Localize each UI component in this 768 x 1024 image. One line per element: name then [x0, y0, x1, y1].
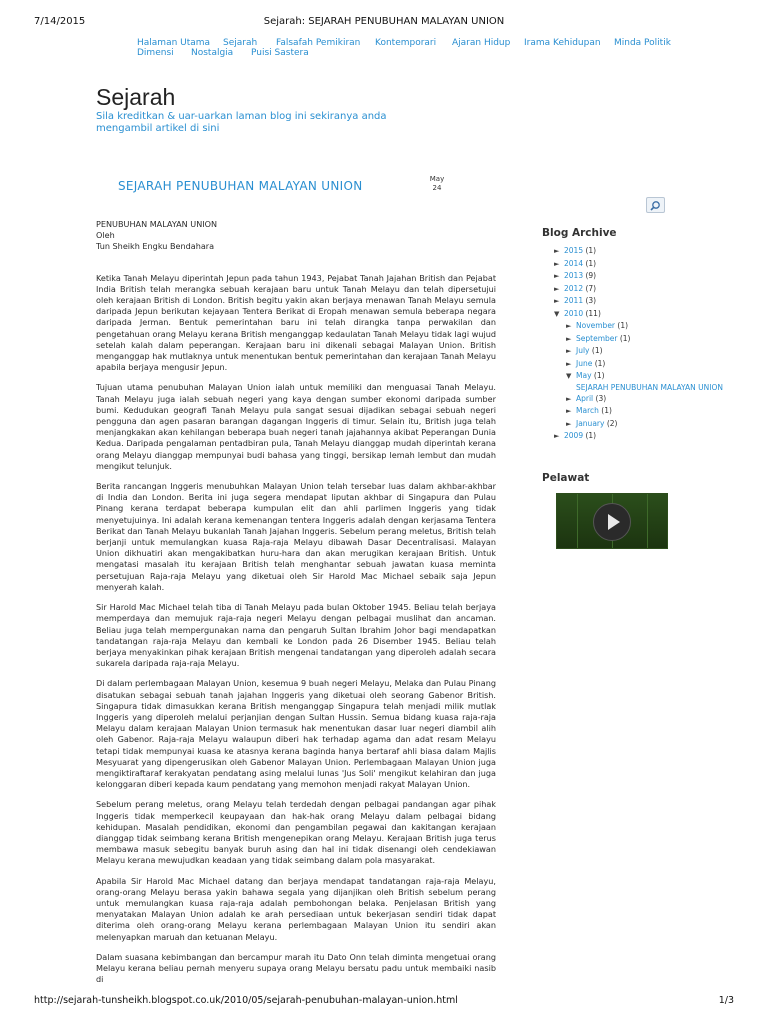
archive-item[interactable]: [542, 383, 732, 393]
play-icon[interactable]: [593, 503, 631, 541]
print-date: 7/14/2015: [34, 16, 86, 27]
print-header: [34, 16, 734, 30]
archive-link[interactable]: 2010: [564, 308, 584, 318]
archive-item[interactable]: [542, 358, 732, 371]
expand-right-icon[interactable]: ►: [554, 284, 560, 293]
expand-right-icon[interactable]: ►: [566, 394, 572, 403]
expand-right-icon[interactable]: ►: [566, 419, 572, 428]
archive-item[interactable]: [542, 258, 732, 271]
nav-item-halaman-utama[interactable]: Halaman Utama: [137, 38, 211, 48]
archive-link[interactable]: September: [576, 333, 618, 343]
search-icon: [647, 199, 664, 213]
post-paragraph: Di dalam perlembagaan Malayan Union, kesemua 9 buah negeri Melayu, Melaka dan Pulau Pinang disatukan sebagai sebuah tanah jajahan Inggeris yang diketuai oleh seorang Gabenor British. Singapura tidak dimasukkan kerana British menganggap Singapura telah menjadi milik mutlak Inggeris yang diperoleh melalui perjanjian dengan Sultan Hussin. Semua bidang kuasa raja-raja Melayu dalam kerajaan Malayan Union termasuk hak menentukan dasar luar negeri diambil alih oleh Gabenor. Raja-raja Melayu walaupun diberi hak terhadap agama dan adat resam Melayu tetapi tidak mempunyai kuasa ke atasnya kerana baginda hanya bertaraf ahli biasa dalam Majlis Mesyuarat yang dipengerusikan oleh Gabenor Malayan Union. Perlembagaan Malayan Union juga mengiktiraftaraf kerakyatan pendatang asing melalui lunas 'Jus Soli' mengikut kelahiran dan juga kelonggaran diberi kepada kaum pendatang yang memohon menjadi rakyat Malayan Union.: [96, 678, 496, 790]
archive-link[interactable]: April: [576, 393, 594, 403]
archive-item[interactable]: [542, 405, 732, 418]
expand-right-icon[interactable]: ►: [566, 359, 572, 368]
post-intro: [96, 219, 496, 253]
nav-item-dimensi[interactable]: Dimensi: [137, 48, 174, 58]
sidebar: [542, 227, 732, 443]
archive-count: (1): [594, 358, 606, 368]
expand-right-icon[interactable]: ►: [554, 432, 560, 440]
print-page-number: 1/3: [718, 995, 734, 1006]
archive-item[interactable]: [542, 430, 732, 443]
archive-count: (3): [595, 393, 607, 403]
archive-link[interactable]: January: [576, 418, 605, 428]
archive-count: (7): [585, 283, 597, 293]
expand-right-icon[interactable]: ►: [554, 297, 560, 305]
archive-item[interactable]: [542, 295, 732, 308]
nav-item-puisi-sastera[interactable]: Puisi Sastera: [251, 48, 309, 58]
archive-count: (1): [593, 371, 605, 380]
intro-by: Oleh: [96, 230, 115, 241]
print-page-title: Sejarah: SEJARAH PENUBUHAN MALAYAN UNION: [263, 16, 505, 27]
archive-count: (1): [585, 258, 597, 268]
expand-right-icon[interactable]: ►: [566, 322, 572, 330]
archive-link[interactable]: 2012: [564, 283, 584, 293]
blog-title[interactable]: Sejarah: [96, 84, 176, 110]
nav-item-irama-kehidupan[interactable]: Irama Kehidupan: [524, 38, 601, 48]
archive-item[interactable]: [542, 393, 732, 406]
archive-item[interactable]: [542, 333, 732, 346]
post-paragraph: Sebelum perang meletus, orang Melayu telah terdedah dengan pelbagai pandangan agar pihak Inggeris tidak memperkecil keupayaan dan hak-hak orang Melayu dalam pelbagai bidang kehidupan. Masalah pendidikan, ekonomi dan pengambilan pegawai dan kakitangan kerajaan dianggap tidak seimbang kerana British mengenepikan orang Melayu. Kerajaan British juga terus membawa masuk sebegitu banyak buruh asing dan hal ini tidak disenangi oleh cendekiawan Melayu kerana mewujudkan keadaan yang tidak seimbang dalam pola masyarakat.: [96, 799, 496, 866]
post-title[interactable]: SEJARAH PENUBUHAN MALAYAN UNION: [118, 179, 363, 193]
archive-link[interactable]: 2013: [564, 271, 584, 280]
video-player[interactable]: [556, 493, 668, 549]
archive-link[interactable]: November: [576, 321, 616, 330]
visitors-heading: Pelawat: [542, 472, 590, 484]
archive-count: (9): [585, 271, 597, 280]
expand-right-icon[interactable]: ►: [566, 407, 572, 415]
search-button[interactable]: [646, 197, 665, 213]
archive-item[interactable]: [542, 345, 732, 358]
archive-count: (1): [617, 321, 629, 330]
visitors-widget: [542, 472, 589, 484]
archive-count: (2): [606, 418, 618, 428]
intro-heading: PENUBUHAN MALAYAN UNION: [96, 219, 218, 229]
expand-right-icon[interactable]: ►: [566, 334, 572, 343]
nav-item-falsafah-pemikiran[interactable]: Falsafah Pemikiran: [276, 38, 361, 48]
expand-right-icon[interactable]: ►: [554, 272, 560, 280]
archive-link[interactable]: 2011: [564, 296, 584, 305]
nav-item-nostalgia[interactable]: Nostalgia: [191, 48, 234, 58]
archive-item[interactable]: [542, 418, 732, 431]
archive-count: (1): [585, 246, 597, 255]
archive-item[interactable]: [542, 320, 732, 333]
archive-item[interactable]: [542, 283, 732, 296]
post-paragraph: Tujuan utama penubuhan Malayan Union ialah untuk memiliki dan menguasai Tanah Melayu. Tanah Melayu juga ialah sebuah negeri yang kaya dengan sumber ekonomi daripada sumber bumi. Kedudukan geografi Tanah Melayu pula sangat sesuai dijadikan sebagai sebuah negeri pengguna dan agen pasaran barangan dagangan Inggeris di timur. Selain itu, British juga telah menjangkakan akan kehilangan beberapa buah negeri tanah jajahannya akibat Peperangan Dunia Kedua. Daripada pengalaman pentadbiran pula, Tanah Melayu dianggap mudah diperintah kerana orang Melayu dianggap mempunyai budi bahasa yang tinggi, bersikap lemah lembut dan mudah mengikut telunjuk.: [96, 382, 496, 471]
post-body: [96, 219, 496, 985]
print-url: http://sejarah-tunsheikh.blogspot.co.uk/2010/05/sejarah-penubuhan-malayan-union.html: [34, 995, 458, 1006]
expand-down-icon[interactable]: ▼: [566, 372, 572, 380]
archive-count: (11): [585, 308, 601, 318]
archive-link[interactable]: July: [576, 346, 590, 355]
expand-right-icon[interactable]: ►: [554, 259, 560, 268]
archive-link[interactable]: March: [576, 406, 599, 415]
archive-count: (3): [585, 296, 597, 305]
archive-item[interactable]: [542, 370, 732, 383]
post-date: [428, 175, 446, 193]
nav-item-minda-politik[interactable]: Minda Politik: [614, 38, 671, 48]
archive-count: (1): [619, 333, 631, 343]
post-paragraph: Berita rancangan Inggeris menubuhkan Malayan Union telah tersebar luas dalam akhbar-akhbar di India dan London. Berita ini juga segera mendapat liputan akhbar di Singapura dan Pulau Pinang kerana terdapat beberapa kumpulan elit dan ahli parlimen Inggeris yang tidak menyetujuinya. Ini adalah kerana kemenangan tentera Inggeris adalah dengan kerjasama Tentera Berikat dan Tanah Melayu bukanlah Tanah Jajahan Inggeris. Sebelum perang meletus, British telah berjanji untuk memulangkan kuasa Raja-raja Melayu dibawah Dasar Decentralisasi. Malayan Union dikhuatiri akan mengakibatkan huru-hara dan akan merugikan kerajaan British. Untuk mengatasi masalah itu kerajaan British telah menghantar sebuah jawatan kuasa meminta persetujuan Raja-raja Melayu yang diketuai oleh Sir Harold Mac Michael sebaik saja Jepun menyerah kalah.: [96, 481, 496, 592]
archive-heading: Blog Archive: [542, 227, 617, 239]
post-date-day: 24: [432, 184, 442, 192]
intro-author: Tun Sheikh Engku Bendahara: [96, 241, 215, 252]
archive-link[interactable]: 2014: [564, 258, 584, 268]
archive-item[interactable]: [542, 245, 732, 258]
post-paragraph: Apabila Sir Harold Mac Michael datang dan berjaya mendapat tandatangan raja-raja Melayu, orang-orang Melayu berasa yakin bahawa segala yang dijanjikan oleh British sebelum perang untuk memulangkan kuasa raja-raja adalah pembohongan belaka. Penjelasan British yang menyatakan Malayan Union adalah ke arah persediaan untuk bekerjasan sendiri tidak dapat diterima oleh orang-orang Melayu kerana perlembagaan Malayan Union itu sendiri akan melenyapkan maruah dan ketuanan Melayu.: [96, 875, 496, 942]
archive-link[interactable]: 2015: [564, 246, 584, 255]
archive-count: (1): [601, 406, 612, 415]
archive-link[interactable]: 2009: [564, 431, 584, 440]
archive-link[interactable]: SEJARAH PENUBUHAN MALAYAN UNION: [576, 382, 723, 392]
nav-item-ajaran-hidup[interactable]: Ajaran Hidup: [452, 38, 511, 48]
post-paragraph: Ketika Tanah Melayu diperintah Jepun pada tahun 1943, Pejabat Tanah Jajahan British dan Pejabat India British telah merangka sebuah kerajaan baru untuk Tanah Melayu dan telah dipersetujui oleh kerajaan British di London. British begitu yakin akan berjaya menawan Tanah Melayu semula daripada Jepun berikutan kejayaan Tentera Berikat di Eropah menawan semula beberapa negara daripada Jerman. Bentuk pemerintahan baru ini telah dirangka tanpa perwakilan dan pengetahuan orang Melayu kerana British menganggap kedaulatan Tanah Melayu tidak lagi wujud setelah kalah dalam peperangan. Kerajaan baru ini dikenali sebagai Malayan Union. British menganggap hak mutlaknya untuk menentukan bentuk pemerintahan dan kerajaan Tanah Melayu apabila berjaya mengusir Jepun.: [96, 272, 496, 373]
blog-archive: [542, 245, 732, 443]
post-date-month: May: [429, 175, 445, 183]
expand-down-icon[interactable]: ▼: [554, 309, 560, 318]
expand-right-icon[interactable]: ►: [566, 347, 572, 355]
archive-item[interactable]: [542, 308, 732, 321]
archive-link[interactable]: May: [576, 371, 592, 380]
archive-count: (1): [585, 431, 597, 440]
post-paragraph: Dalam suasana kebimbangan dan bercampur marah itu Dato Onn telah diminta mengetuai orang Melayu kerana beliau pernah menyeru supaya orang Melayu bersatu padu untuk membaiki nasib di: [96, 951, 496, 985]
expand-right-icon[interactable]: ►: [554, 247, 560, 255]
post-paragraph: Sir Harold Mac Michael telah tiba di Tanah Melayu pada bulan Oktober 1945. Beliau telah berjaya memperdaya dan memujuk raja-raja negeri Melayu dengan pelbagai muslihat dan ancaman. Beliau juga telah mempergunakan nama dan pengaruh Sultan Ibrahim Johor bagi mendapatkan tandatangan raja-raja Melayu dan kembali ke London pada 26 Disember 1945. Beliau telah berjaya menyakinkan pihak kerajaan British mengenai tandatangan yang diperoleh adalah secara sukarela daripada raja-raja Melayu.: [96, 602, 496, 669]
nav-item-kontemporari[interactable]: Kontemporari: [375, 38, 437, 48]
blog-description: Sila kreditkan & uar-uarkan laman blog ini sekiranya anda mengambil artikel di sini: [96, 111, 387, 134]
archive-link[interactable]: June: [576, 358, 593, 368]
archive-count: (1): [591, 346, 603, 355]
nav-item-sejarah[interactable]: Sejarah: [223, 38, 258, 48]
archive-item[interactable]: [542, 270, 732, 283]
